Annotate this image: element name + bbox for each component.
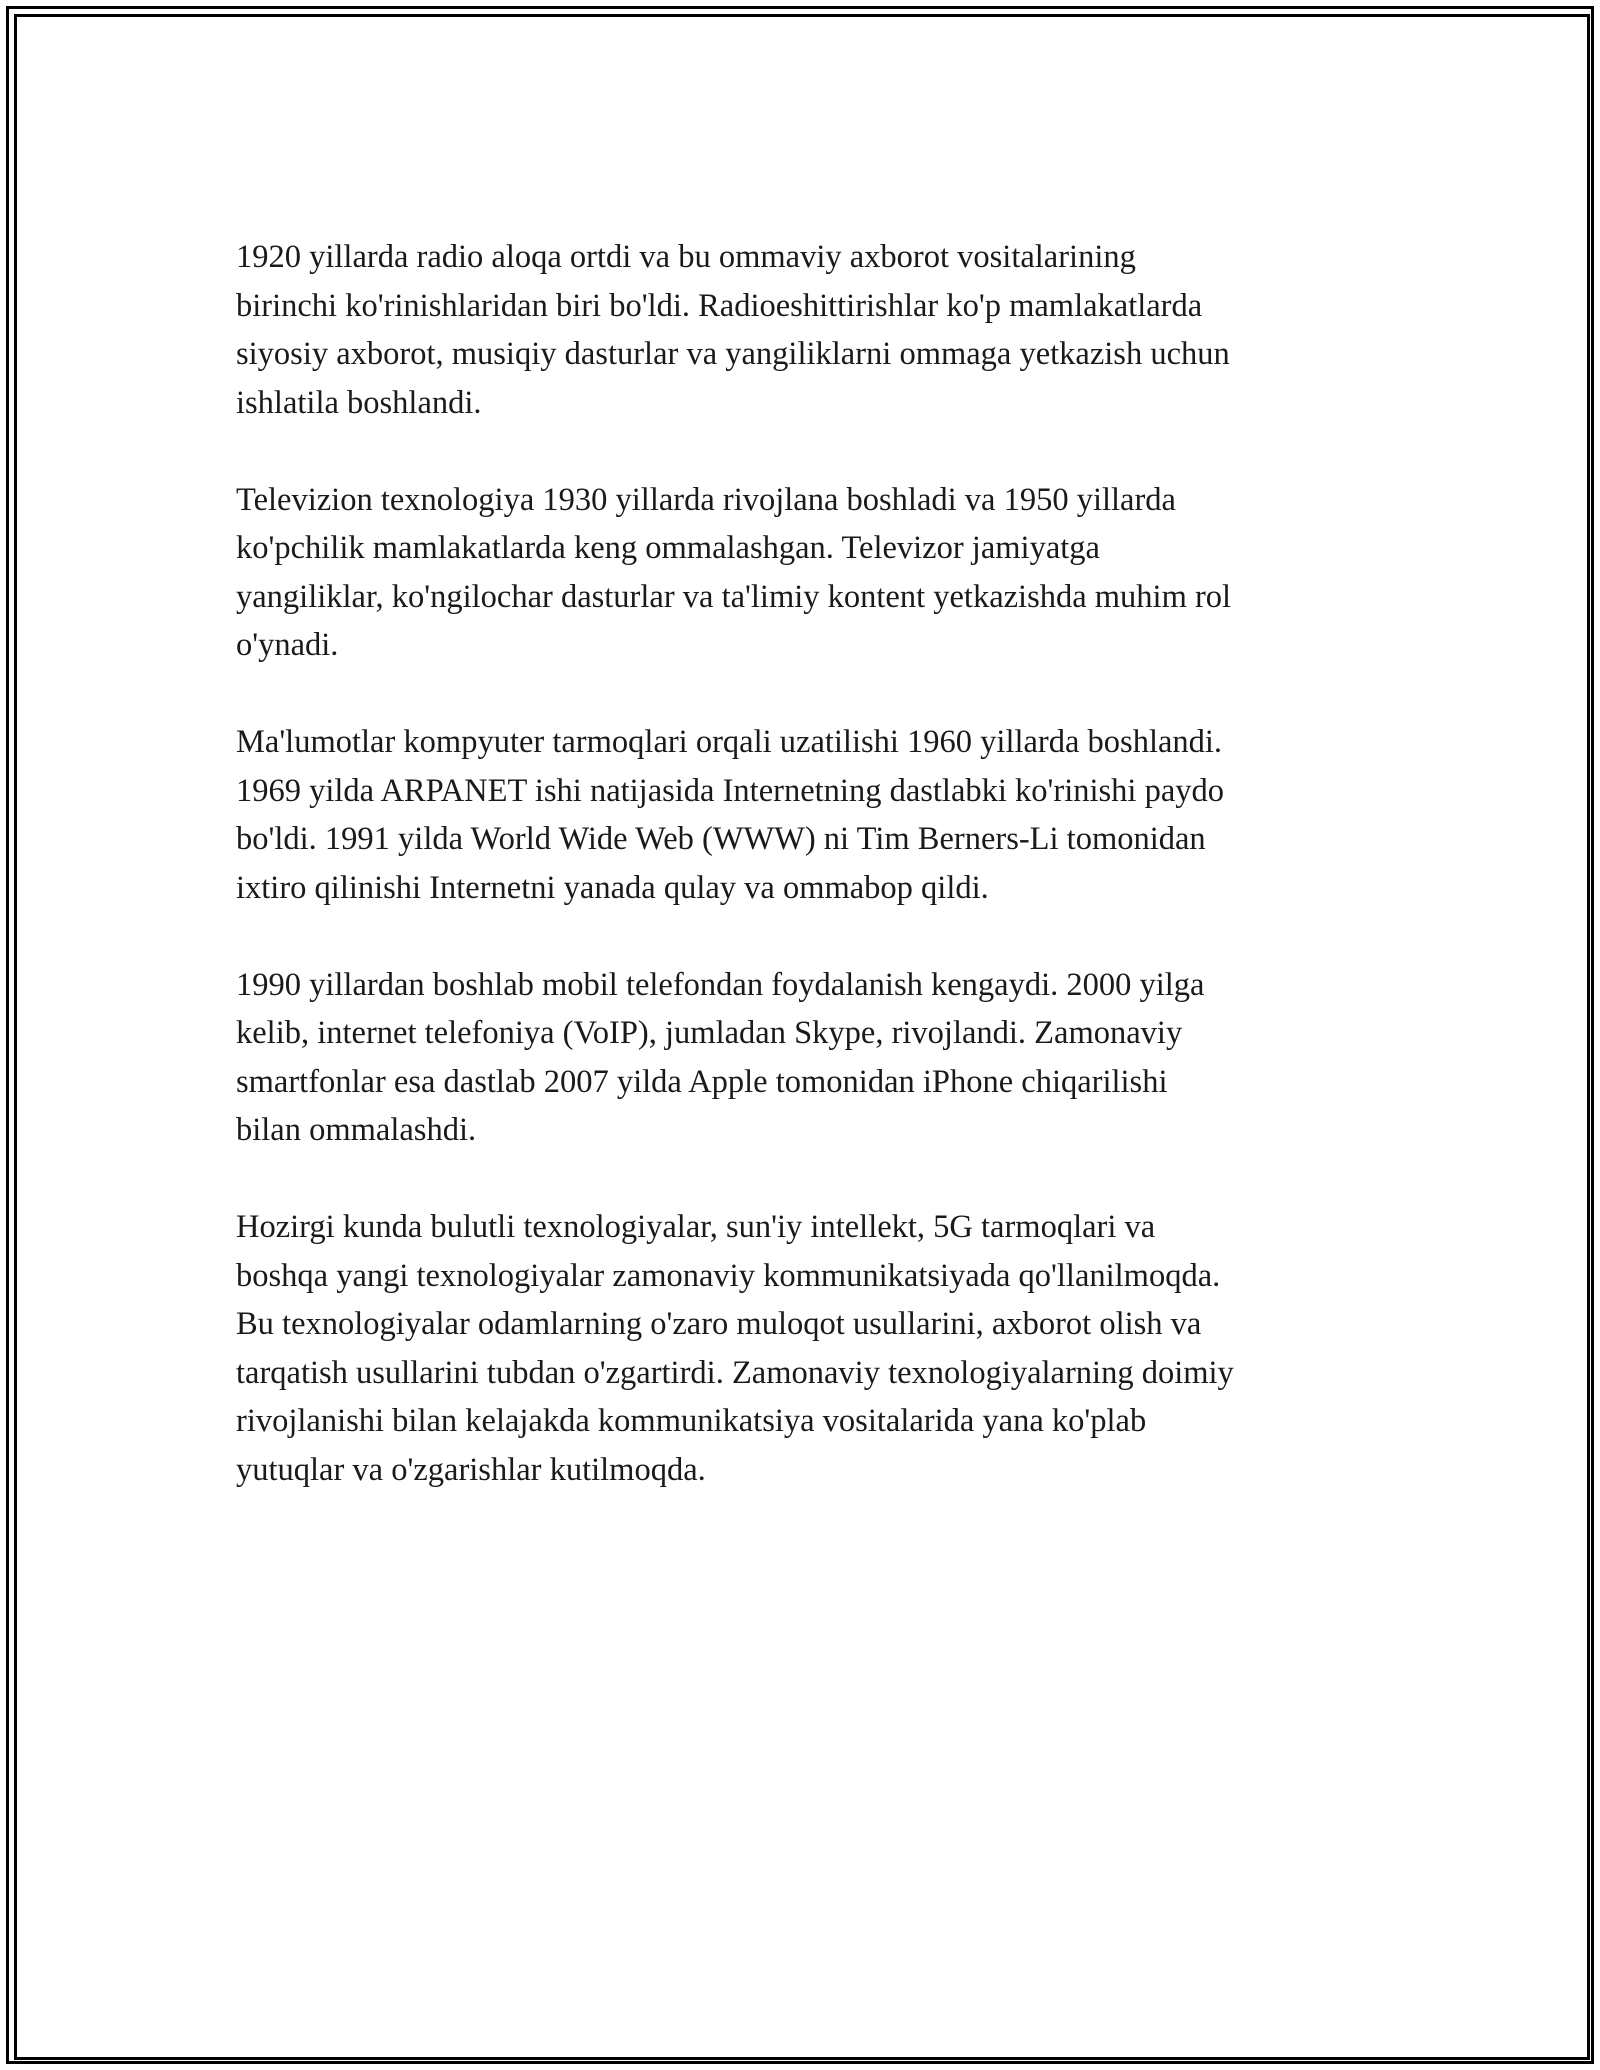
text-line: smartfonlar esa dastlab 2007 yilda Apple tomonidan iPhone chiqarilishi xyxy=(236,1063,1168,1100)
text-line: siyosiy axborot, musiqiy dasturlar va yangiliklarni ommaga yetkazish uchun xyxy=(236,336,1230,372)
paragraph-internet xyxy=(236,718,1396,912)
text-line: yangiliklar, ko'ngilochar dasturlar va ta'limiy kontent yetkazishda muhim rol xyxy=(236,578,1232,615)
paragraph-radio xyxy=(236,233,1396,427)
text-line: 1990 yillardan boshlab mobil telefondan foydalanish kengaydi. 2000 yilga xyxy=(236,966,1205,1003)
text-line: 1920 yillarda radio aloqa ortdi va bu ommaviy axborot vositalarining xyxy=(236,239,1136,275)
paragraph-television xyxy=(236,476,1396,670)
text-line: ko'pchilik mamlakatlarda keng ommalashgan. Televizor jamiyatga xyxy=(236,530,1100,566)
text-line: Hozirgi kunda bulutli texnologiyalar, sun'iy intellekt, 5G tarmoqlari va xyxy=(236,1209,1156,1245)
text-line: ishlatila boshlandi. xyxy=(236,384,482,421)
text-line: kelib, internet telefoniya (VoIP), jumladan Skype, rivojlandi. Zamonaviy xyxy=(236,1015,1183,1051)
paragraph-modern xyxy=(236,1203,1396,1494)
text-line: bo'ldi. 1991 yilda World Wide Web (WWW) ni Tim Berners-Li tomonidan xyxy=(236,821,1206,857)
text-line: boshqa yangi texnologiyalar zamonaviy kommunikatsiyada qo'llanilmoqda. xyxy=(236,1257,1221,1294)
text-line: ixtiro qilinishi Internetni yanada qulay va ommabop qildi. xyxy=(236,869,989,906)
text-line: yutuqlar va o'zgarishlar kutilmoqda. xyxy=(236,1451,706,1488)
text-line: 1969 yilda ARPANET ishi natijasida Internetning dastlabki ko'rinishi paydo xyxy=(236,772,1224,809)
text-line: o'ynadi. xyxy=(236,627,339,663)
text-line: rivojlanishi bilan kelajakda kommunikatsiya vositalarida yana ko'plab xyxy=(236,1403,1147,1439)
text-line: Ma'lumotlar kompyuter tarmoqlari orqali uzatilishi 1960 yillarda boshlandi. xyxy=(236,724,1223,760)
text-line: birinchi ko'rinishlaridan biri bo'ldi. Radioeshittirishlar ko'p mamlakatlarda xyxy=(236,287,1203,324)
text-line: tarqatish usullarini tubdan o'zgartirdi. Zamonaviy texnologiyalarning doimiy xyxy=(236,1354,1234,1391)
text-line: Bu texnologiyalar odamlarning o'zaro muloqot usullarini, axborot olish va xyxy=(236,1306,1202,1342)
text-line: bilan ommalashdi. xyxy=(236,1112,477,1148)
text-line: Televizion texnologiya 1930 yillarda rivojlana boshladi va 1950 yillarda xyxy=(236,481,1176,518)
paragraph-mobile xyxy=(236,961,1396,1155)
document-body xyxy=(236,233,1396,1494)
